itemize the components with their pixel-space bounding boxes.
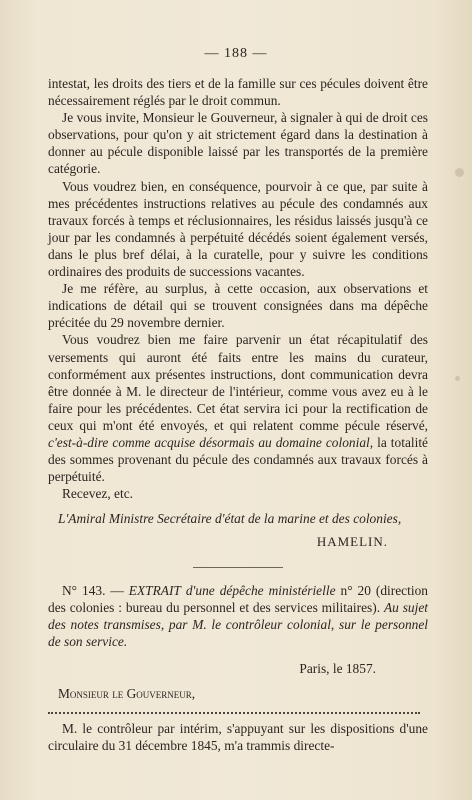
- salutation: Monsieur le Gouverneur,: [58, 686, 196, 701]
- dateline: Paris, le 1857.: [299, 660, 376, 676]
- extract-reference: n° 20 (direction des colonies : bureau du personnel et des services militaires).: [48, 582, 428, 615]
- paper-stain: [455, 376, 460, 381]
- extract-number: N° 143. —: [62, 582, 124, 598]
- signature-title: L'Amiral Ministre Secrétaire d'état de la marine et des colonies,: [58, 511, 402, 527]
- extract-heading: [48, 582, 428, 650]
- paragraph: intestat, les droits des tiers et de la famille sur ces pécules doivent être nécessairement réglés par le droit commun.: [48, 76, 428, 109]
- document-body: [48, 75, 428, 754]
- dotted-separator: [48, 712, 420, 714]
- paragraph: Recevez, etc.: [62, 486, 133, 502]
- paragraph: Je me réfère, au surplus, à cette occasion, aux observations et indications de détail qui se trouvent consignées dans ma dépêche précitée du 29 novembre dernier.: [48, 281, 428, 331]
- paragraph-text: la totalité des sommes provenant du pécule des condamnés aux travaux forcés à perpétuité.: [48, 434, 428, 485]
- page-number: — 188 —: [204, 46, 268, 61]
- signature-name: HAMELIN.: [316, 534, 388, 550]
- paragraph: [48, 331, 428, 485]
- extract-label: EXTRAIT: [128, 582, 181, 598]
- section-divider: [193, 567, 283, 568]
- paragraph: Je vous invite, Monsieur le Gouverneur, à signaler à qui de droit ces observations, pour qu'on y ait strictement égard dans la destination à donner au pécule disponible laissé par les transportés de la première catégorie.: [48, 110, 428, 177]
- paragraph-emphasis: c'est-à-dire comme acquise désormais au domaine colonial,: [48, 434, 374, 450]
- extract-label-sub: d'une dépêche ministérielle: [185, 582, 336, 598]
- paragraph: Vous voudrez bien, en conséquence, pourvoir à ce que, par suite à mes précédentes instructions relatives au pécule des condamnés aux travaux forcés à temps et réclusionnaires, les résidus laissés jusqu'à ce jour par les condamnés à perpétuité décédés soient également versés, dans le plus bref délai, à la curatelle, pour y suivre les conditions ordinaires des produits de successions vacantes.: [48, 178, 428, 280]
- paragraph-text: Vous voudrez bien me faire parvenir un état récapitulatif des versements qui auront été faits entre les mains du curateur, conformément aux présentes instructions, dont communication devra être donnée à M. le directeur de l'intérieur, comme vous avez eu à le faire pour les précédentes. Cet état servira ici pour la rectification de ceux qui m'ont été envoyés, et qui relatent comme pécule réservé,: [48, 332, 428, 433]
- extract-subject: Au sujet des notes transmises, par M. le contrôleur colonial, sur le personnel de son service.: [48, 599, 428, 649]
- paper-stain: [455, 168, 464, 177]
- paragraph: M. le contrôleur par intérim, s'appuyant sur les dispositions d'une circulaire du 31 décembre 1845, m'a trammis directe-: [48, 721, 428, 754]
